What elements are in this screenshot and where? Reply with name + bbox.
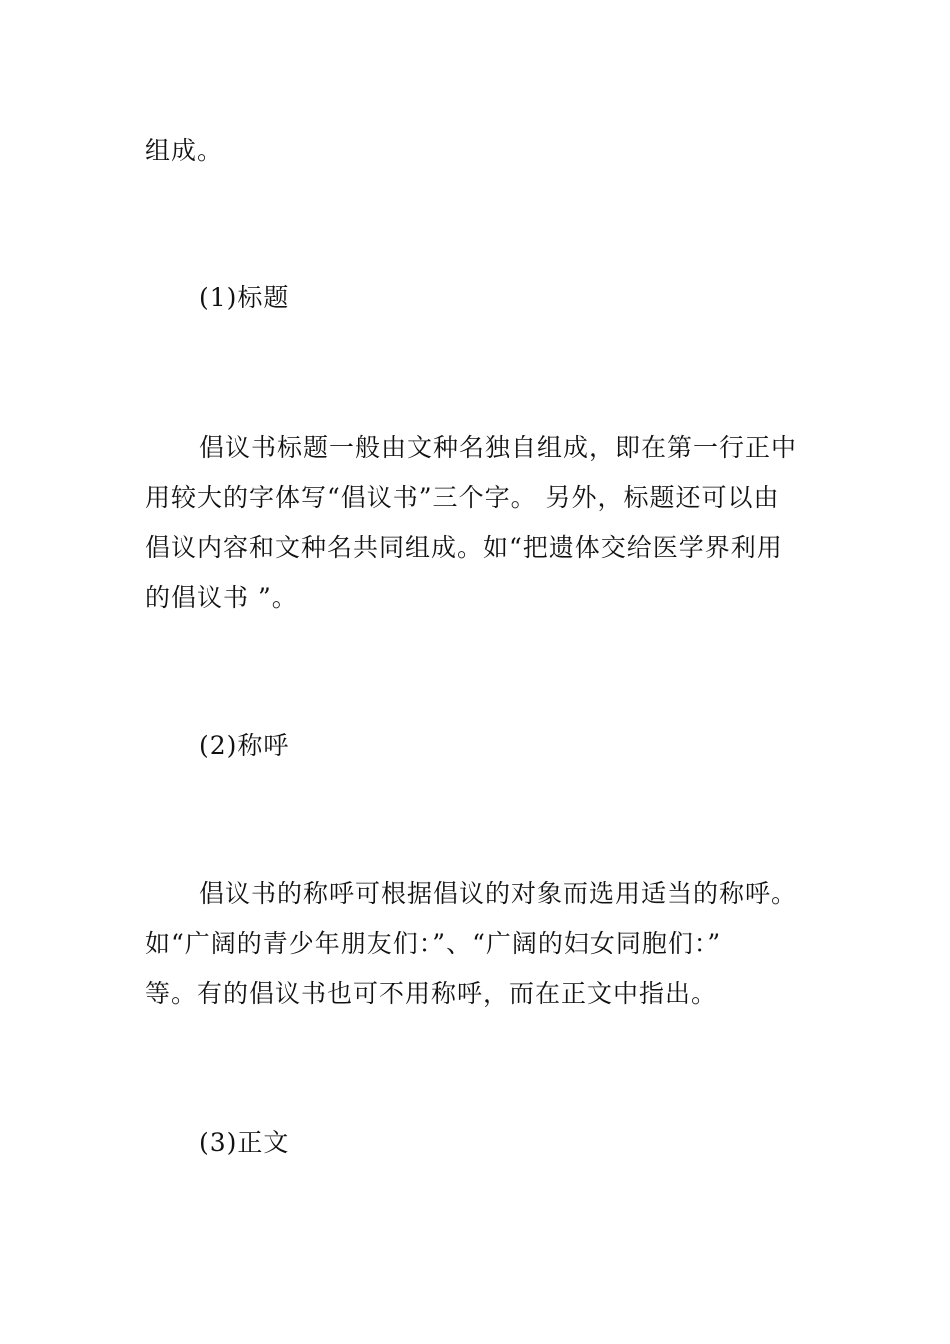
- paragraph-line: 倡议书标题一般由文种名独自组成，即在第一行正中: [199, 433, 798, 462]
- paragraph-line: 如“广阔的青少年朋友们：”、“广阔的妇女同胞们：”: [145, 929, 722, 958]
- paragraph-line: 用较大的字体写“倡议书”三个字。 另外，标题还可以由: [145, 483, 780, 512]
- paragraph-salutation-explanation: [145, 869, 810, 1019]
- section-heading-salutation: (2)称呼: [199, 731, 290, 760]
- paragraph-title-explanation: [145, 423, 810, 623]
- paragraph-line: 倡议书的称呼可根据倡议的对象而选用适当的称呼。: [199, 879, 798, 908]
- section-heading-title: (1)标题: [199, 283, 290, 312]
- paragraph-line: 倡议内容和文种名共同组成。如“把遗体交给医学界利用: [145, 533, 783, 562]
- fragment-text: 组成。: [145, 136, 224, 165]
- paragraph-line: 等。有的倡议书也可不用称呼，而在正文中指出。: [145, 979, 718, 1008]
- paragraph-line: 的倡议书 ”。: [145, 583, 298, 612]
- section-heading-body: (3)正文: [199, 1128, 290, 1157]
